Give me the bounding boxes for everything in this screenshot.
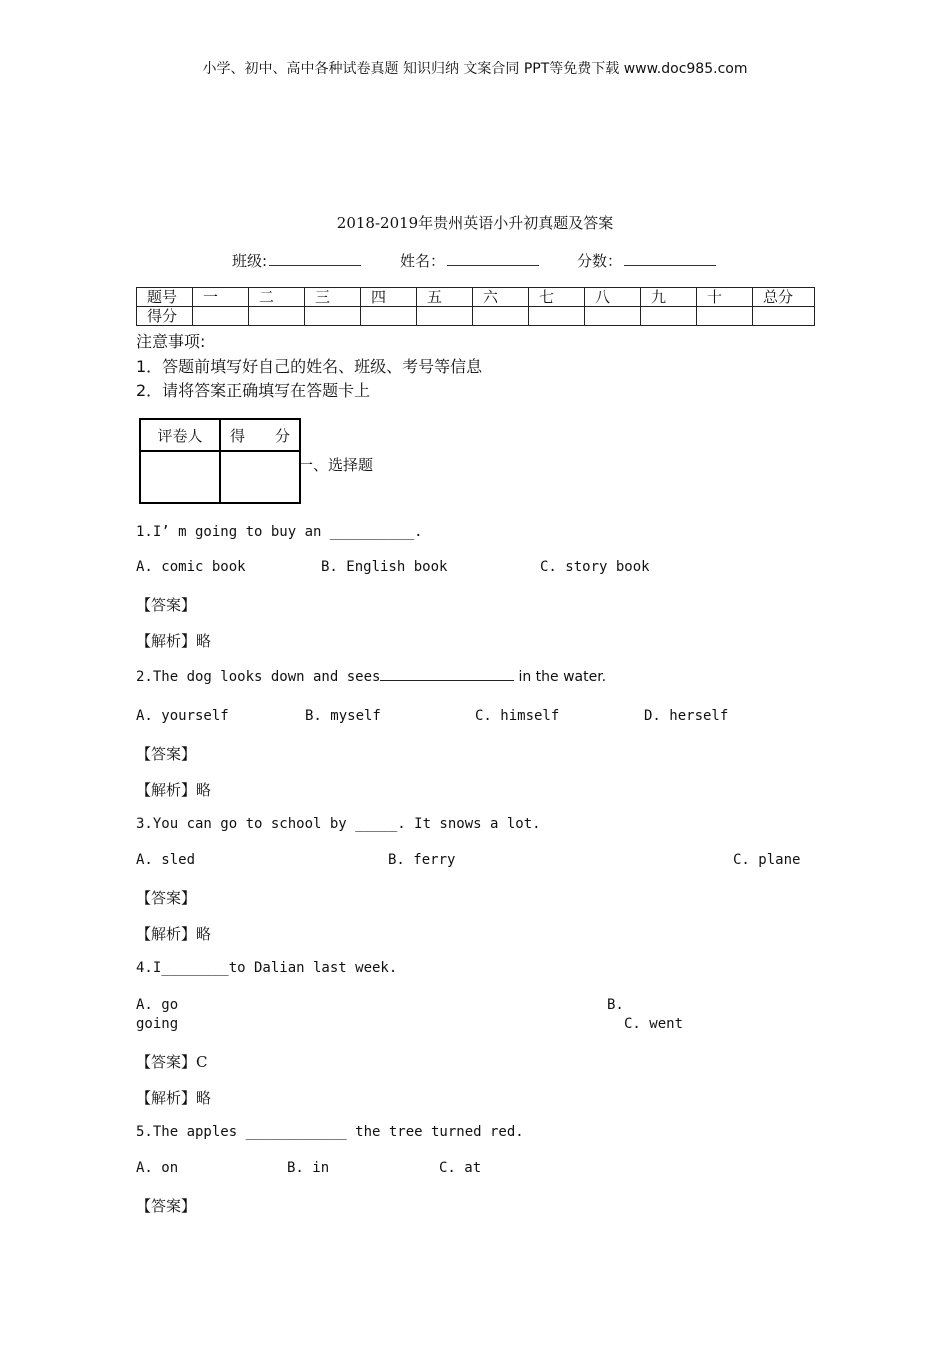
option-c: C. went bbox=[624, 1016, 684, 1032]
section-title: 一、选择题 bbox=[298, 456, 374, 474]
score-table-cell: 五 bbox=[417, 288, 473, 307]
score-input-cell[interactable] bbox=[305, 307, 361, 326]
option-a: A. go bbox=[136, 997, 179, 1013]
option-d: D. herself bbox=[644, 708, 729, 724]
option-c: C. plane bbox=[733, 852, 801, 868]
score-input-cell[interactable] bbox=[753, 307, 815, 326]
score-blank[interactable] bbox=[624, 251, 716, 266]
score-table bbox=[136, 287, 815, 326]
option-b: B. myself bbox=[305, 708, 381, 724]
score-table-cell: 二 bbox=[249, 288, 305, 307]
score-table-cell: 九 bbox=[641, 288, 697, 307]
score-table-cell: 一 bbox=[193, 288, 249, 307]
option-b: B. English book bbox=[321, 559, 448, 575]
option-c: C. at bbox=[439, 1160, 482, 1176]
analysis-label: 【解析】略 bbox=[136, 632, 212, 650]
score-input-cell[interactable] bbox=[529, 307, 585, 326]
answer-blank[interactable] bbox=[380, 667, 514, 681]
score-table-cell: 四 bbox=[361, 288, 417, 307]
score-label: 分数： bbox=[577, 252, 623, 270]
score-table-score-row bbox=[137, 307, 815, 326]
question-stem-part: 2.The dog looks down and sees bbox=[136, 669, 381, 685]
option-b: B. ferry bbox=[388, 852, 456, 868]
class-label: 班级: bbox=[232, 252, 268, 270]
score-table-cell: 总分 bbox=[753, 288, 815, 307]
analysis-label: 【解析】略 bbox=[136, 1089, 212, 1107]
score-input-cell[interactable] bbox=[697, 307, 753, 326]
score-table-header-row bbox=[137, 288, 815, 307]
question-stem-part: in the water. bbox=[518, 669, 607, 685]
class-field bbox=[232, 250, 361, 271]
score-input-cell[interactable] bbox=[417, 307, 473, 326]
note-item: 1．答题前填写好自己的姓名、班级、考号等信息 bbox=[136, 357, 483, 376]
score-table-cell: 三 bbox=[305, 288, 361, 307]
option-a: A. sled bbox=[136, 852, 196, 868]
grader-box bbox=[139, 418, 301, 504]
option-b-text: going bbox=[136, 1016, 179, 1032]
score-table-cell: 八 bbox=[585, 288, 641, 307]
score-input-cell[interactable] bbox=[585, 307, 641, 326]
name-blank[interactable] bbox=[447, 251, 539, 266]
answer-label: 【答案】C bbox=[136, 1053, 208, 1071]
answer-label: 【答案】 bbox=[136, 889, 197, 907]
score-table-cell: 六 bbox=[473, 288, 529, 307]
reviewer-label: 评卷人 bbox=[140, 419, 220, 451]
question-stem: 3.You can go to school by _____. It snows a lot. bbox=[136, 816, 541, 832]
score-row-label: 得分 bbox=[137, 307, 193, 326]
analysis-label: 【解析】略 bbox=[136, 925, 212, 943]
option-b: B. bbox=[607, 997, 624, 1013]
grader-score-input[interactable] bbox=[220, 451, 300, 503]
answer-label: 【答案】 bbox=[136, 1197, 197, 1215]
analysis-label: 【解析】略 bbox=[136, 781, 212, 799]
answer-label: 【答案】 bbox=[136, 745, 197, 763]
option-b: B. in bbox=[287, 1160, 330, 1176]
score-input-cell[interactable] bbox=[361, 307, 417, 326]
answer-label: 【答案】 bbox=[136, 596, 197, 614]
score-table-cell: 十 bbox=[697, 288, 753, 307]
score-input-cell[interactable] bbox=[641, 307, 697, 326]
option-a: A. comic book bbox=[136, 559, 246, 575]
option-c: C. story book bbox=[540, 559, 650, 575]
name-field bbox=[400, 250, 539, 271]
score-input-cell[interactable] bbox=[473, 307, 529, 326]
question-stem bbox=[136, 667, 606, 685]
reviewer-input[interactable] bbox=[140, 451, 220, 503]
score-field bbox=[577, 250, 716, 271]
score-input-cell[interactable] bbox=[193, 307, 249, 326]
note-item: 2．请将答案正确填写在答题卡上 bbox=[136, 381, 371, 400]
name-label: 姓名： bbox=[400, 252, 446, 270]
option-c: C. himself bbox=[475, 708, 560, 724]
question-stem: 4.I________to Dalian last week. bbox=[136, 960, 398, 976]
question-stem: 1.I’ m going to buy an __________. bbox=[136, 524, 423, 540]
score-input-cell[interactable] bbox=[249, 307, 305, 326]
option-a: A. yourself bbox=[136, 708, 229, 724]
score-table-cell: 题号 bbox=[137, 288, 193, 307]
question-stem: 5.The apples ____________ the tree turned red. bbox=[136, 1124, 524, 1140]
page-header: 小学、初中、高中各种试卷真题 知识归纳 文案合同 PPT等免费下载 www.doc985.com bbox=[202, 61, 748, 77]
exam-title: 2018-2019年贵州英语小升初真题及答案 bbox=[336, 214, 614, 232]
option-a: A. on bbox=[136, 1160, 179, 1176]
class-blank[interactable] bbox=[269, 251, 361, 266]
notes-heading: 注意事项: bbox=[136, 332, 206, 351]
score-table-cell: 七 bbox=[529, 288, 585, 307]
grader-score-label: 得 分 bbox=[220, 419, 300, 451]
